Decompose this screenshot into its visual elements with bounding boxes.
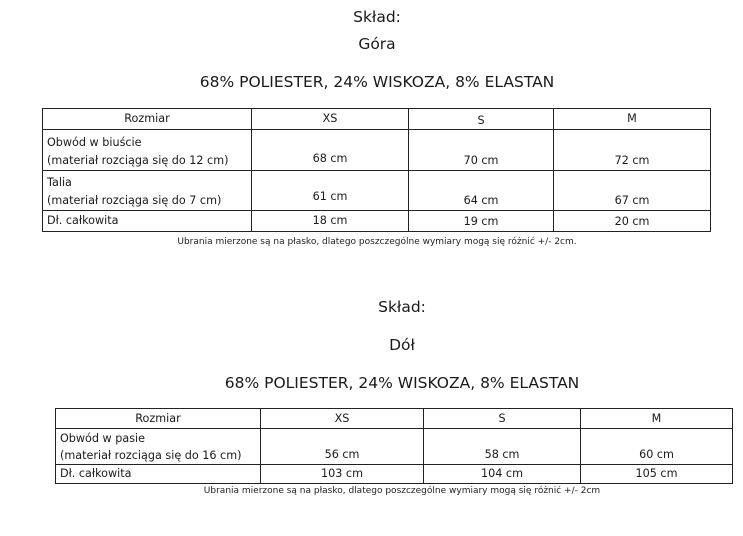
table-row (56, 465, 733, 484)
bottom-measurement-note: Ubrania mierzone są na płasko, dlatego poszczególne wymiary mogą się różnić +/- 2cm (203, 486, 601, 496)
top-heading: Skład: (353, 8, 401, 26)
row-label-line1: Obwód w pasie (60, 432, 146, 445)
bottom-composition: 68% POLIESTER, 24% WISKOZA, 8% ELASTAN (224, 374, 580, 392)
cell-s: 19 cm (409, 211, 554, 232)
bottom-size-table (55, 408, 733, 484)
cell-xs: 56 cm (261, 429, 424, 465)
cell-s: 58 cm (424, 429, 581, 465)
table-header-row (43, 109, 711, 130)
header-xs: XS (261, 409, 424, 429)
table-row (43, 211, 711, 232)
cell-xs: 18 cm (252, 211, 409, 232)
header-s: S (409, 109, 554, 130)
table-header-row (56, 409, 733, 429)
top-measurement-note: Ubrania mierzone są na płasko, dlatego poszczególne wymiary mogą się różnić +/- 2cm. (177, 237, 577, 247)
cell-xs: 68 cm (252, 130, 409, 171)
header-size-label: Rozmiar (56, 409, 261, 429)
bottom-heading: Skład: (378, 298, 426, 316)
row-label (56, 429, 261, 465)
row-label: Dł. całkowita (56, 465, 261, 484)
cell-m: 105 cm (581, 465, 733, 484)
bottom-subheading: Dół (389, 336, 415, 354)
table-row (43, 171, 711, 211)
row-label-line2: (materiał rozciąga się do 7 cm) (47, 194, 222, 207)
cell-m: 72 cm (554, 130, 711, 171)
header-m: M (581, 409, 733, 429)
table-row (56, 429, 733, 465)
row-label-line1: Obwód w biuście (47, 136, 142, 149)
cell-s: 104 cm (424, 465, 581, 484)
row-label-line2: (materiał rozciąga się do 12 cm) (47, 154, 229, 167)
row-label: Dł. całkowita (43, 211, 252, 232)
row-label-line1: Talia (47, 176, 72, 189)
top-composition: 68% POLIESTER, 24% WISKOZA, 8% ELASTAN (199, 73, 555, 91)
header-size-label: Rozmiar (43, 109, 252, 130)
header-s: S (424, 409, 581, 429)
row-label (43, 130, 252, 171)
header-xs: XS (252, 109, 409, 130)
cell-xs: 61 cm (252, 171, 409, 211)
header-m: M (554, 109, 711, 130)
row-label (43, 171, 252, 211)
top-subheading: Góra (358, 35, 396, 53)
cell-xs: 103 cm (261, 465, 424, 484)
cell-s: 64 cm (409, 171, 554, 211)
top-size-table (42, 108, 711, 232)
table-row (43, 130, 711, 171)
cell-m: 67 cm (554, 171, 711, 211)
cell-m: 20 cm (554, 211, 711, 232)
cell-s: 70 cm (409, 130, 554, 171)
cell-m: 60 cm (581, 429, 733, 465)
row-label-line2: (materiał rozciąga się do 16 cm) (60, 449, 242, 462)
